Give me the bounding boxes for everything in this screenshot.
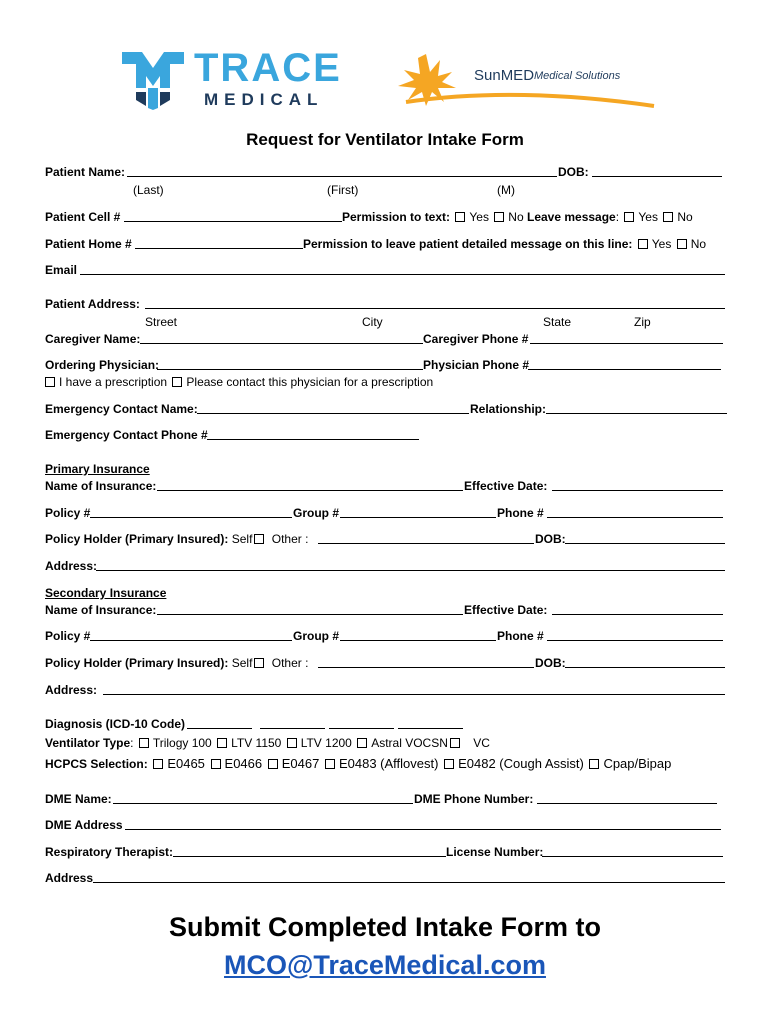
primary-address-label: Address: xyxy=(45,559,98,573)
primary-phone-label: Phone # xyxy=(497,506,544,520)
first-hint: (First) xyxy=(327,183,359,197)
primary-group-label: Group # xyxy=(293,506,340,520)
vent-option: Astral xyxy=(371,736,402,750)
hcpcs-option: E0482 (Cough Assist) xyxy=(458,756,584,771)
prescription-options xyxy=(45,375,433,389)
trace-word: TRACE xyxy=(194,46,342,90)
patient-name-field[interactable] xyxy=(127,176,557,177)
leave-msg-no-checkbox[interactable] xyxy=(663,212,673,222)
hcpcs-option: E0467 xyxy=(281,756,320,771)
hcpcs-cpap-checkbox[interactable] xyxy=(589,759,599,769)
hcpcs-label: HCPCS Selection: xyxy=(45,757,148,771)
respiratory-therapist-label: Respiratory Therapist: xyxy=(45,845,174,859)
secondary-phone-field[interactable] xyxy=(547,640,723,641)
primary-insurance-heading: Primary Insurance xyxy=(45,462,150,476)
hcpcs-e0483-checkbox[interactable] xyxy=(325,759,335,769)
submit-instruction: Submit Completed Intake Form to xyxy=(168,912,602,942)
other-label: Other : xyxy=(271,656,309,670)
caregiver-phone-label: Caregiver Phone # xyxy=(423,332,529,346)
have-prescription-label: I have a prescription xyxy=(59,375,168,389)
hcpcs-option: Cpap/Bipap xyxy=(603,756,672,771)
sunmed-logo xyxy=(396,50,666,112)
mi-hint: (M) xyxy=(497,183,515,197)
street-hint: Street xyxy=(145,315,178,329)
physician-phone-label: Physician Phone # xyxy=(423,358,530,372)
dob-label: DOB: xyxy=(558,165,589,179)
trace-medical-logo xyxy=(120,46,340,116)
colon: : xyxy=(615,210,620,224)
hcpcs-option: E0483 (Afflovest) xyxy=(338,756,439,771)
primary-phone-field[interactable] xyxy=(547,517,723,518)
self-label: Self xyxy=(231,656,253,670)
ventilator-type-label: Ventilator Type xyxy=(45,736,131,750)
secondary-address-field[interactable] xyxy=(103,694,725,695)
hcpcs-e0465-checkbox[interactable] xyxy=(153,759,163,769)
patient-name-label: Patient Name: xyxy=(45,165,126,179)
relationship-field[interactable] xyxy=(546,413,727,414)
vent-trilogy-checkbox[interactable] xyxy=(139,738,149,748)
primary-other-field[interactable] xyxy=(318,543,534,544)
primary-dob-label: DOB: xyxy=(535,532,566,546)
medical-word: MEDICAL xyxy=(204,90,324,109)
secondary-address-label: Address: xyxy=(45,683,98,697)
yes-label: Yes xyxy=(638,210,658,224)
perm-detail-no-checkbox[interactable] xyxy=(677,239,687,249)
secondary-policy-label: Policy # xyxy=(45,629,91,643)
secondary-holder-row xyxy=(45,656,308,670)
primary-dob-field[interactable] xyxy=(565,543,725,544)
zip-hint: Zip xyxy=(634,315,651,329)
hcpcs-e0466-checkbox[interactable] xyxy=(211,759,221,769)
trace-logo-icon xyxy=(120,48,186,110)
patient-address-field[interactable] xyxy=(145,308,725,309)
ventilator-type-row: Ventilator Type: Trilogy 100 LTV 1150 LTV 1200 Astral VOCSN VC xyxy=(45,736,490,750)
perm-detail-yes-checkbox[interactable] xyxy=(638,239,648,249)
license-number-label: License Number: xyxy=(446,845,544,859)
vent-option: LTV 1200 xyxy=(300,736,352,750)
yes-label: Yes xyxy=(469,210,489,224)
contact-physician-checkbox[interactable] xyxy=(172,377,182,387)
primary-holder-row xyxy=(45,532,308,546)
email-label: Email xyxy=(45,263,78,277)
emergency-contact-label: Emergency Contact Name: xyxy=(45,402,198,416)
permission-text-label: Permission to text: xyxy=(342,210,451,224)
perm-text-no-checkbox[interactable] xyxy=(494,212,504,222)
dme-name-label: DME Name: xyxy=(45,792,112,806)
license-number-field[interactable] xyxy=(542,856,723,857)
hcpcs-e0482-checkbox[interactable] xyxy=(444,759,454,769)
primary-policy-field[interactable] xyxy=(90,517,292,518)
no-label: No xyxy=(508,210,524,224)
primary-holder-label: Policy Holder (Primary Insured): xyxy=(45,532,229,546)
contact-physician-label: Please contact this physician for a prescription xyxy=(186,375,434,389)
permission-detail-group xyxy=(303,237,706,251)
secondary-insurance-heading: Secondary Insurance xyxy=(45,586,167,600)
state-hint: State xyxy=(543,315,572,329)
permission-detail-label: Permission to leave patient detailed message on this line: xyxy=(303,237,633,251)
dme-name-field[interactable] xyxy=(113,803,413,804)
caregiver-name-field[interactable] xyxy=(140,343,423,344)
self-label: Self xyxy=(231,532,253,546)
hcpcs-row xyxy=(45,756,671,771)
leave-msg-yes-checkbox[interactable] xyxy=(624,212,634,222)
secondary-group-field[interactable] xyxy=(340,640,496,641)
permission-text-group xyxy=(342,210,693,224)
secondary-effective-label: Effective Date: xyxy=(464,603,548,617)
no-label: No xyxy=(677,210,693,224)
secondary-dob-label: DOB: xyxy=(535,656,566,670)
secondary-dob-field[interactable] xyxy=(565,667,725,668)
relationship-label: Relationship: xyxy=(470,402,547,416)
primary-insurance-name-field[interactable] xyxy=(157,490,463,491)
patient-home-field[interactable] xyxy=(135,248,303,249)
submit-email-link[interactable]: MCO@TraceMedical.com xyxy=(224,950,546,980)
secondary-effective-field[interactable] xyxy=(552,614,723,615)
ordering-physician-field[interactable] xyxy=(157,369,423,370)
secondary-group-label: Group # xyxy=(293,629,340,643)
primary-address-field[interactable] xyxy=(96,570,725,571)
vent-option: Trilogy 100 xyxy=(152,736,212,750)
vent-option: VC xyxy=(473,736,490,750)
hcpcs-e0467-checkbox[interactable] xyxy=(268,759,278,769)
diagnosis-code-1[interactable] xyxy=(187,728,252,729)
yes-label: Yes xyxy=(651,237,672,251)
therapist-address-label: Address xyxy=(45,871,94,885)
emergency-phone-field[interactable] xyxy=(207,439,419,440)
primary-effective-label: Effective Date: xyxy=(464,479,548,493)
dme-address-field[interactable] xyxy=(125,829,721,830)
primary-insurance-name-label: Name of Insurance: xyxy=(45,479,157,493)
sunmed-tagline: Medical Solutions xyxy=(534,70,621,82)
secondary-other-field[interactable] xyxy=(318,667,534,668)
perm-text-yes-checkbox[interactable] xyxy=(455,212,465,222)
secondary-phone-label: Phone # xyxy=(497,629,544,643)
primary-self-checkbox[interactable] xyxy=(254,534,264,544)
physician-phone-field[interactable] xyxy=(528,369,721,370)
no-label: No xyxy=(690,237,707,251)
sunmed-word: SunMED xyxy=(474,67,535,84)
vent-astral-checkbox[interactable] xyxy=(357,738,367,748)
have-prescription-checkbox[interactable] xyxy=(45,377,55,387)
primary-group-field[interactable] xyxy=(340,517,496,518)
patient-home-label: Patient Home # xyxy=(45,237,132,251)
secondary-policy-field[interactable] xyxy=(90,640,292,641)
dob-field[interactable] xyxy=(592,176,722,177)
other-label: Other : xyxy=(271,532,309,546)
diagnosis-code-3[interactable] xyxy=(329,728,394,729)
vent-vocsn-checkbox[interactable] xyxy=(450,738,460,748)
diagnosis-label: Diagnosis (ICD-10 Code) xyxy=(45,717,186,731)
vent-ltv1200-checkbox[interactable] xyxy=(287,738,297,748)
vent-option: LTV 1150 xyxy=(231,736,282,750)
primary-policy-label: Policy # xyxy=(45,506,91,520)
dme-phone-label: DME Phone Number: xyxy=(414,792,534,806)
ordering-physician-label: Ordering Physician: xyxy=(45,358,160,372)
patient-cell-label: Patient Cell # xyxy=(45,210,121,224)
secondary-insurance-name-field[interactable] xyxy=(157,614,463,615)
patient-address-label: Patient Address: xyxy=(45,297,140,311)
email-field[interactable] xyxy=(80,274,725,275)
therapist-address-field[interactable] xyxy=(93,882,725,883)
hcpcs-option: E0465 xyxy=(167,756,205,771)
primary-effective-field[interactable] xyxy=(552,490,723,491)
dme-phone-field[interactable] xyxy=(537,803,717,804)
last-hint: (Last) xyxy=(133,183,164,197)
secondary-insurance-name-label: Name of Insurance: xyxy=(45,603,157,617)
vent-ltv1150-checkbox[interactable] xyxy=(217,738,227,748)
form-title: Request for Ventilator Intake Form xyxy=(246,130,524,149)
patient-cell-field[interactable] xyxy=(124,221,342,222)
diagnosis-code-4[interactable] xyxy=(398,728,463,729)
caregiver-phone-field[interactable] xyxy=(530,343,723,344)
vent-option: VOCSN xyxy=(405,736,448,750)
leave-message-label: Leave message xyxy=(526,210,616,224)
secondary-holder-label: Policy Holder (Primary Insured): xyxy=(45,656,229,670)
emergency-phone-label: Emergency Contact Phone # xyxy=(45,428,208,442)
diagnosis-code-2[interactable] xyxy=(260,728,325,729)
emergency-contact-field[interactable] xyxy=(197,413,469,414)
city-hint: City xyxy=(362,315,383,329)
caregiver-name-label: Caregiver Name: xyxy=(45,332,141,346)
respiratory-therapist-field[interactable] xyxy=(173,856,446,857)
hcpcs-option: E0466 xyxy=(224,756,263,771)
dme-address-label: DME Address xyxy=(45,818,123,832)
secondary-self-checkbox[interactable] xyxy=(254,658,264,668)
